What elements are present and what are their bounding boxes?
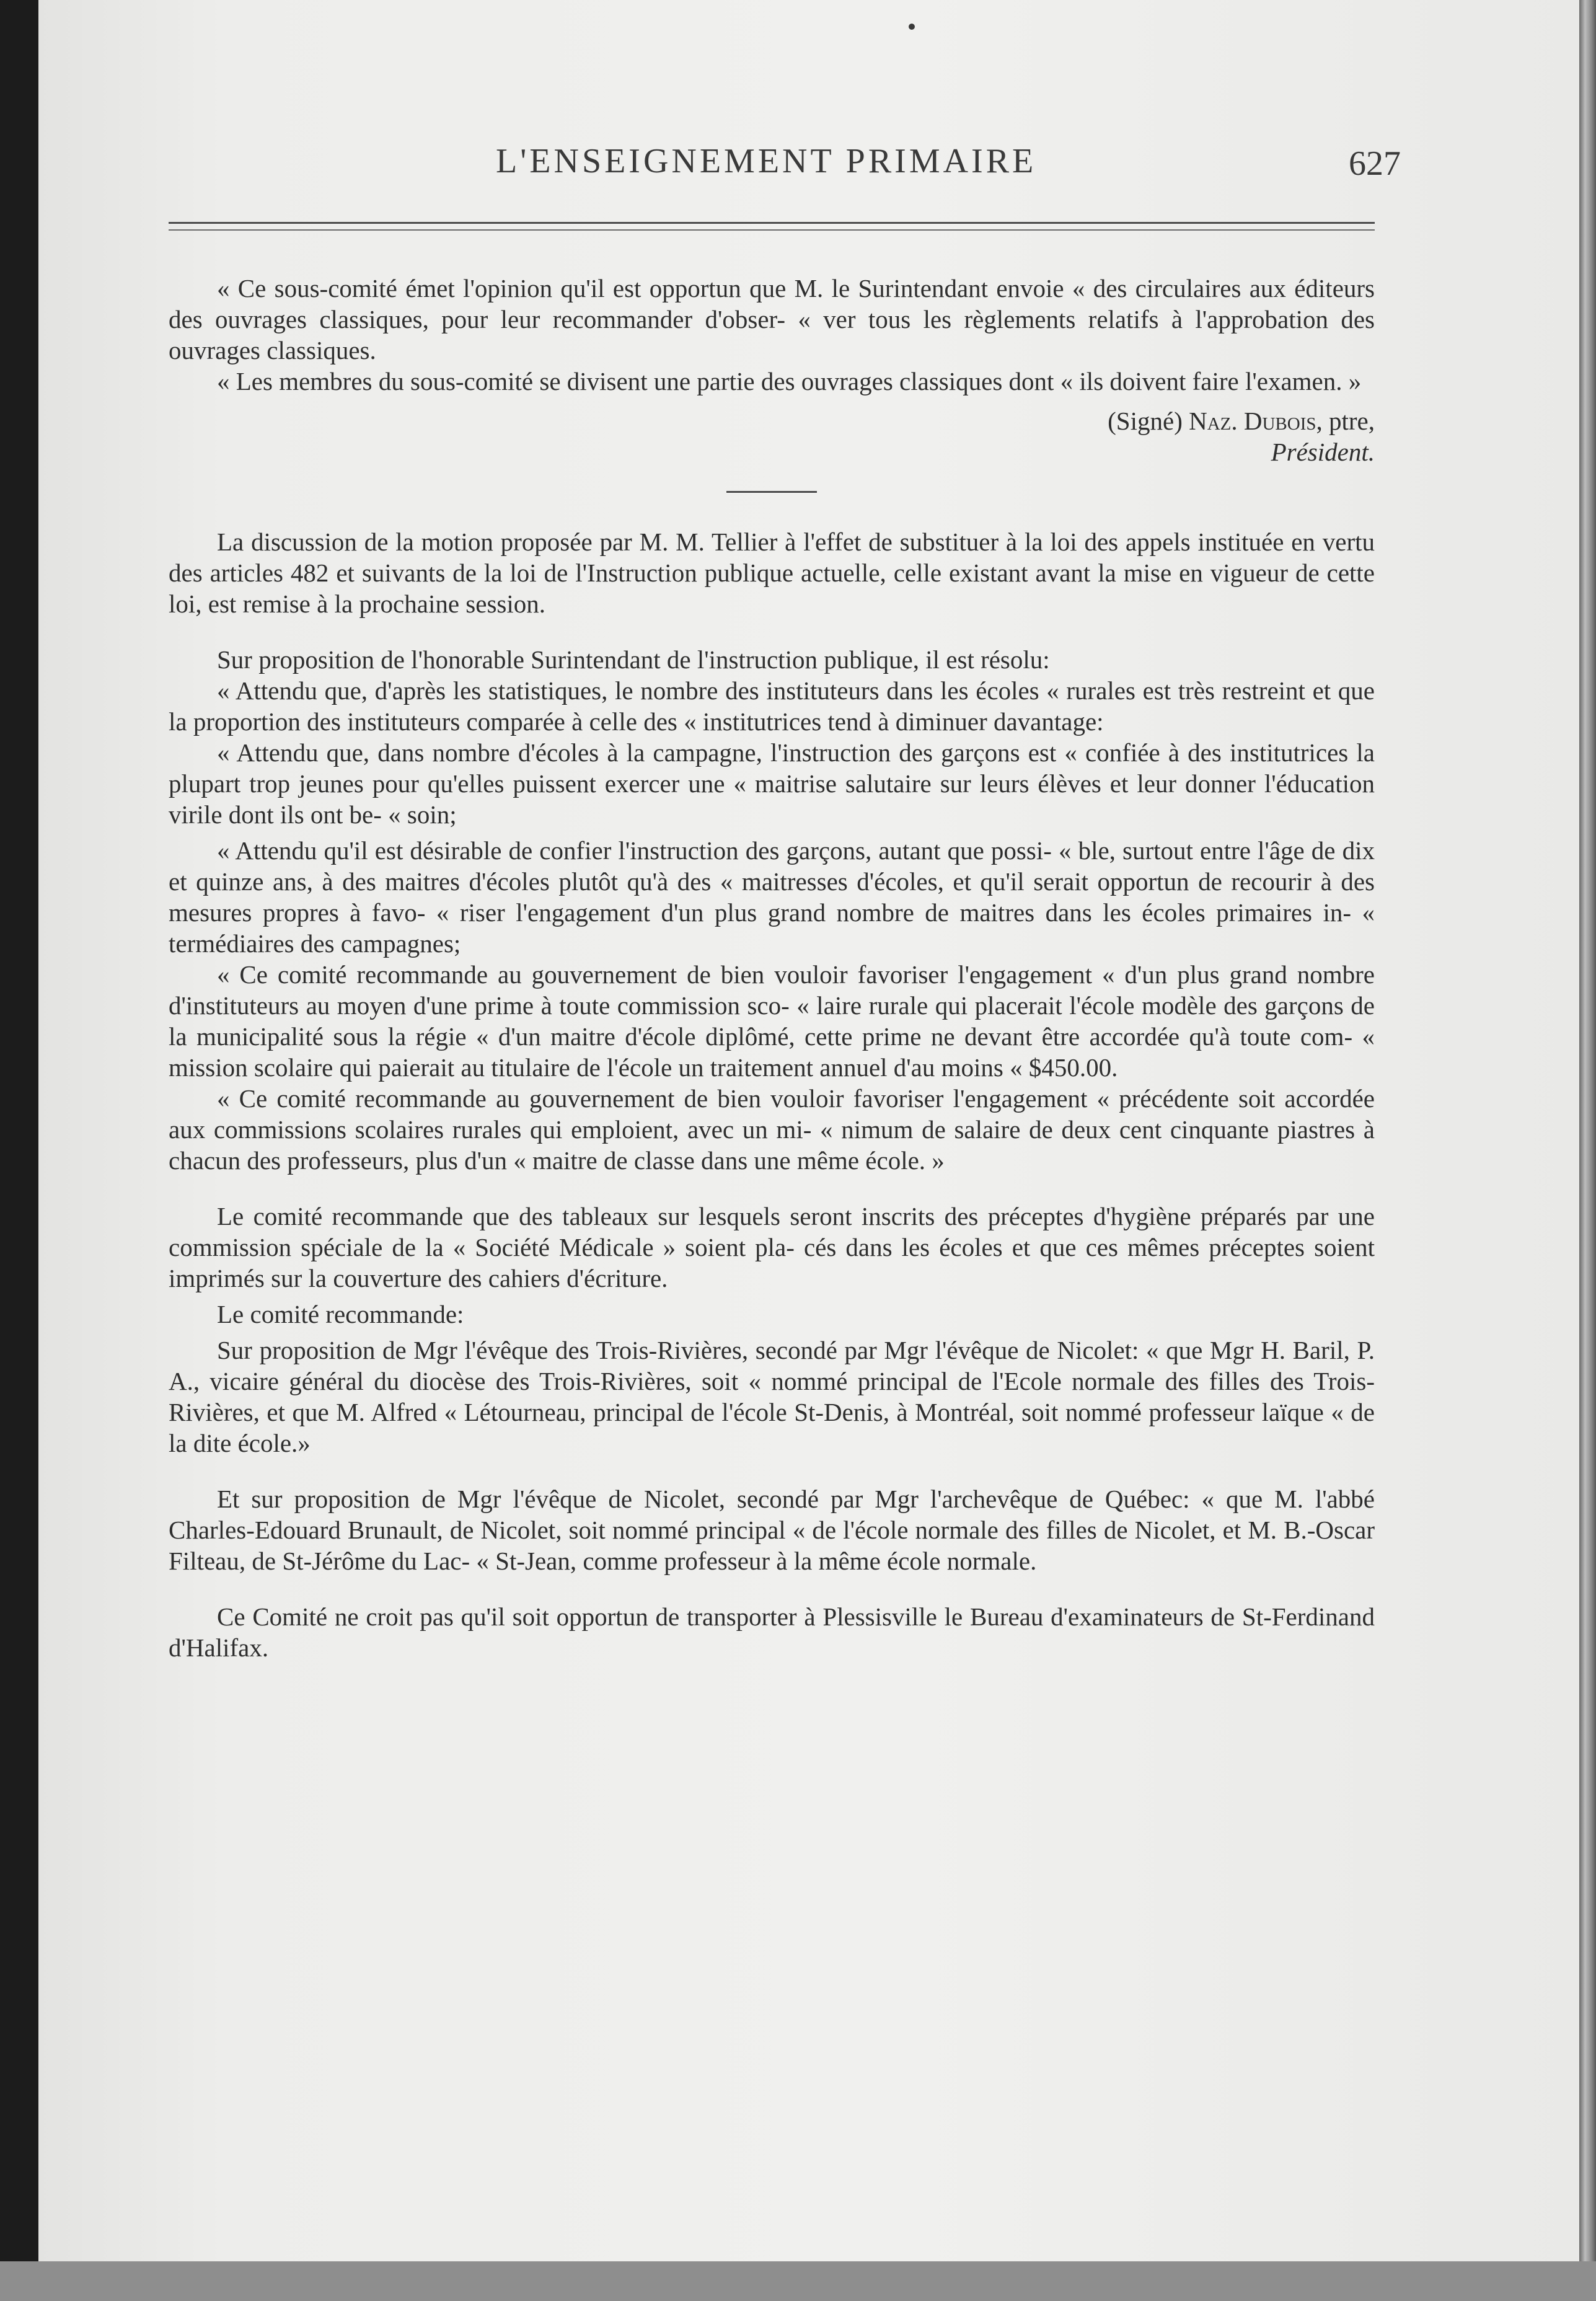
paragraph: « Ce comité recommande au gouvernement de bien vouloir favoriser l'engagement « précédente soit accordée aux commissions scolaires rurales qui emploient, avec un mi- « nimum de salaire de deux cent cinquante piastres à chacun des professeurs, plus d'un « maitre de classe dans une même école. » [169,1084,1375,1175]
signature-prefix: (Signé) [1108,407,1183,435]
paragraph: « Attendu qu'il est désirable de confier l'instruction des garçons, autant que possi- « ble, surtout entre l'âge de dix et quinze ans, à des maitres d'écoles plutôt qu'à des « maitresses d'écoles, et qu'il serait opportun de recourir à des mesures propres à favo- « riser l'engagement d'un plus grand nombre de maitres dans les écoles primaires in- « termédiaires des campagnes; [169,836,1375,958]
spacer [169,493,1375,526]
spacer [169,1459,1375,1483]
signature-suffix: , ptre, [1316,407,1375,435]
paragraph: « Attendu que, d'après les statistiques, le nombre des instituteurs dans les écoles « rurales est très restreint et que la proportion des instituteurs comparée à celle des « institutrices tend à diminuer davantage: [169,676,1375,736]
paragraph: Ce Comité ne croit pas qu'il soit opportun de transporter à Plessisville le Bureau d'examinateurs de St-Ferdinand d'Halifax. [169,1602,1375,1662]
paragraph: Le comité recommande: [217,1300,464,1328]
paragraph: Sur proposition de l'honorable Surintendant de l'instruction publique, il est résolu: [217,645,1050,674]
paragraph: Le comité recommande que des tableaux sur lesquels seront inscrits des préceptes d'hygiène préparés par une commission spéciale de la « Société Médicale » soient pla- cés dans les écoles et que ces mêmes préceptes soient imprimés sur la couverture des cahiers d'écriture. [169,1202,1375,1292]
signature-name: Naz. Dubois [1189,407,1316,435]
signature-line [169,405,1375,467]
paragraph: Sur proposition de Mgr l'évêque des Trois-Rivières, secondé par Mgr l'évêque de Nicolet: « que Mgr H. Baril, P. A., vicaire général du diocèse des Trois-Rivières, soit « nommé principal de l'Ecole normale des filles des Trois-Rivières, et que M. Alfred « Létourneau, principal de l'école St-Denis, à Montréal, soit nommé professeur laïque « de la dite école.» [169,1336,1375,1457]
signature-role: Président. [1271,438,1375,466]
paragraph: « Ce sous-comité émet l'opinion qu'il est opportun que M. le Surintendant envoie « des circulaires aux éditeurs des ouvrages classiques, pour leur recommander d'obser- « ver tous les règlements relatifs à l'approbation des ouvrages classiques. [169,274,1375,364]
page-number: 627 [1349,144,1401,183]
header-rule [169,222,1375,224]
running-title: L'ENSEIGNEMENT PRIMAIRE [496,142,1037,180]
page-body [169,273,1375,1663]
running-head [167,141,1401,191]
spacer [169,619,1375,644]
paragraph: « Ce comité recommande au gouvernement de bien vouloir favoriser l'engagement « d'un plus grand nombre d'instituteurs au moyen d'une prime à toute commission sco- « laire rurale qui placerait l'école modèle des garçons de la municipalité sous la régie « d'un maitre d'école diplômé, cette prime ne devant être accordée qu'à toute com- « mission scolaire qui paierait au titulaire de l'école un traitement annuel d'au moins « $450.00. [169,960,1375,1082]
ink-dot [909,24,915,30]
page-edge [1579,0,1596,2301]
scan-bottom-margin [0,2261,1596,2301]
spacer [169,1176,1375,1201]
paragraph: La discussion de la motion proposée par M. M. Tellier à l'effet de substituer à la loi des appels instituée en vertu des articles 482 et suivants de la loi de l'Instruction publique actuelle, celle existant avant la mise en vigueur de cette loi, est remise à la prochaine session. [169,528,1375,618]
paragraph: « Attendu que, dans nombre d'écoles à la campagne, l'instruction des garçons est « confiée à des institutrices la plupart trop jeunes pour qu'elles puissent exercer une « maitrise salutaire sur leurs élèves et leur donner l'éducation virile dont ils ont be- « soin; [169,738,1375,829]
paragraph: Et sur proposition de Mgr l'évêque de Nicolet, secondé par Mgr l'archevêque de Québec: « que M. l'abbé Charles-Edouard Brunault, de Nicolet, soit nommé principal « de l'école normale des filles de Nicolet, et M. B.-Oscar Filteau, de St-Jérôme du Lac- « St-Jean, comme professeur à la même école normale. [169,1485,1375,1575]
spacer [169,1576,1375,1601]
header-rule-secondary [169,229,1375,231]
paragraph: « Les membres du sous-comité se divisent une partie des ouvrages classiques dont « ils doivent faire l'examen. » [217,367,1362,395]
